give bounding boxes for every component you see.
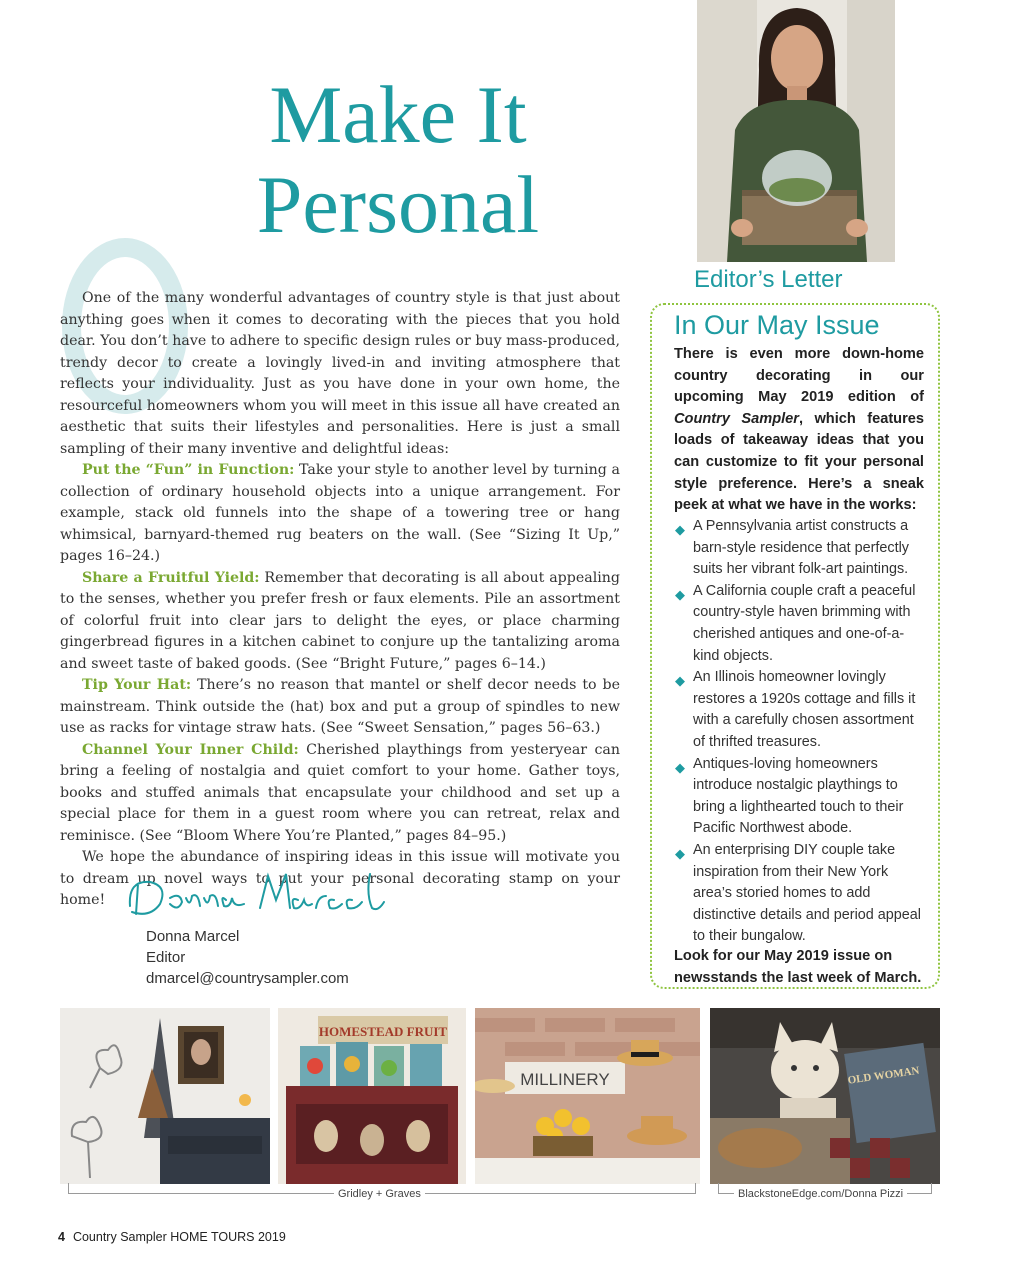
publication-name: Country Sampler HOME TOURS 2019	[72, 1230, 286, 1244]
photo-millinery-mantel	[475, 1008, 700, 1184]
photo-credit-right: BlackstoneEdge.com/Donna Pizzi	[734, 1188, 907, 1200]
diamond-bullet-icon: ◆	[675, 586, 685, 602]
sidebar-intro-text: There is even more down-home country decorating in our upcoming May 2019 edition of	[674, 346, 924, 406]
diamond-bullet-icon: ◆	[675, 845, 685, 861]
list-item: ◆ An Illinois homeowner lovingly restores a 1920s cottage and fills it with a carefully chosen assortment of thrifted treasures.	[675, 669, 916, 750]
title-line-2: Personal	[256, 159, 540, 250]
sidebar-list	[674, 516, 926, 948]
sidebar-title: In Our May Issue	[674, 310, 880, 340]
handwritten-signature	[120, 868, 390, 928]
idea-text: Remember that decorating is all about appealing to the senses, whether you prefer fresh or faux elements. Pile an assortment of colorful fruit into clear jars to delight the eyes, or place charming gingerbread figures in a kitchen cabinet to conjure up the tantalizing aroma and sweet taste of baked goods. (See “Bright Future,” pages 6–14.)	[60, 569, 620, 672]
idea-paragraph	[60, 675, 620, 740]
editor-role: Editor	[146, 949, 186, 966]
signature-block	[146, 926, 349, 989]
idea-text: There’s no reason that mantel or shelf decor needs to be mainstream. Think outside the (hat) box and put a group of spindles to new use as racks for vintage straw hats. (See “Sweet Sensation,” pages 56–63.)	[60, 677, 621, 736]
editor-email[interactable]: dmarcel@countrysampler.com	[146, 970, 349, 987]
idea-lead: Tip Your Hat:	[82, 677, 192, 693]
list-item: ◆ An enterprising DIY couple take inspiration from their New York area’s storied homes to add distinctive details and period appeal to their bungalow.	[675, 841, 922, 945]
photo-credit-left: Gridley + Graves	[334, 1188, 425, 1200]
page-footer	[58, 1230, 286, 1244]
photo-vintage-toys	[710, 1008, 940, 1184]
idea-lead: Channel Your Inner Child:	[82, 741, 299, 758]
list-item: ◆ A Pennsylvania artist constructs a barn-style residence that perfectly suits her vibrant folk-art paintings.	[675, 518, 909, 578]
page-title	[188, 70, 608, 250]
list-item: ◆ A California couple craft a peaceful country-style haven brimming with cherished antiques and one-of-a-kind objects.	[675, 582, 916, 664]
idea-paragraph	[60, 740, 620, 848]
section-label: Editor’s Letter	[694, 266, 843, 293]
diamond-bullet-icon: ◆	[675, 673, 685, 689]
idea-text: Cherished playthings from yesteryear can bring a feeling of nostalgia and quiet comfort to your home. Gather toys, books and stuffed animals that encapsulate your childhood and set up a special place for them in a guest room where you can retreat, relax and reminisce. (See “Bloom Where You’re Planted,” pages 84–95.)	[60, 741, 620, 844]
mantel-sign-text: MILLINERY	[520, 1070, 610, 1089]
magazine-name: Country Sampler	[674, 410, 799, 427]
editor-name: Donna Marcel	[146, 928, 240, 945]
idea-lead: Share a Fruitful Yield:	[82, 569, 260, 586]
diamond-bullet-icon: ◆	[675, 759, 685, 775]
sidebar-outro: Look for our May 2019 issue on newsstands the last week of March.	[674, 948, 922, 986]
page-number: 4	[58, 1230, 65, 1244]
idea-paragraph	[60, 568, 620, 676]
book-title-text: OLD WOMAN	[846, 1064, 921, 1087]
letter-body	[60, 288, 620, 912]
editor-photo	[697, 0, 895, 262]
idea-text: Take your style to another level by turning a collection of ordinary household objects into a unique arrangement. For example, stack old funnels into the shape of a towering tree or hang whimsical, barnyard-themed rug beaters on the wall. (See “Sizing It Up,” pages 16–24.)	[60, 462, 620, 564]
photo-fruit-jars-shelf	[278, 1008, 466, 1184]
list-item: ◆ Antiques-loving homeowners introduce nostalgic playthings to bring a lighthearted touch to their Pacific Northwest abode.	[675, 755, 904, 837]
photo-funnel-tree	[60, 1008, 270, 1184]
intro-paragraph: One of the many wonderful advantages of country style is that just about anything goes when it comes to decorating with the pieces that you hold dear. You don’t have to adhere to specific design rules or buy mass-produced, trendy decor to create a lovingly lived-in and inviting atmosphere that reflects your individuality. Just as you have done in your own home, the resourceful homeowners whom you will meet in this issue all have created an aesthetic that suits their lifestyles and personalities. Here is just a small sampling of their many inventive and delightful ideas:	[60, 290, 620, 457]
idea-paragraph	[60, 460, 620, 568]
title-line-1: Make It	[269, 69, 527, 160]
idea-lead: Put the “Fun” in Function:	[82, 462, 295, 478]
closing-paragraph: We hope the abundance of inspiring ideas in this issue will motivate you to dream up novel ways to put your personal decorating stamp on your home!	[60, 849, 620, 908]
shelf-sign-text: HOMESTEAD FRUIT	[318, 1024, 448, 1039]
sidebar-intro	[674, 344, 924, 517]
diamond-bullet-icon: ◆	[675, 522, 685, 537]
sidebar-intro-text: , which features loads of takeaway ideas that you can customize to fit your personal style preference. Here’s a sneak peek at what we have in the works:	[674, 410, 925, 514]
